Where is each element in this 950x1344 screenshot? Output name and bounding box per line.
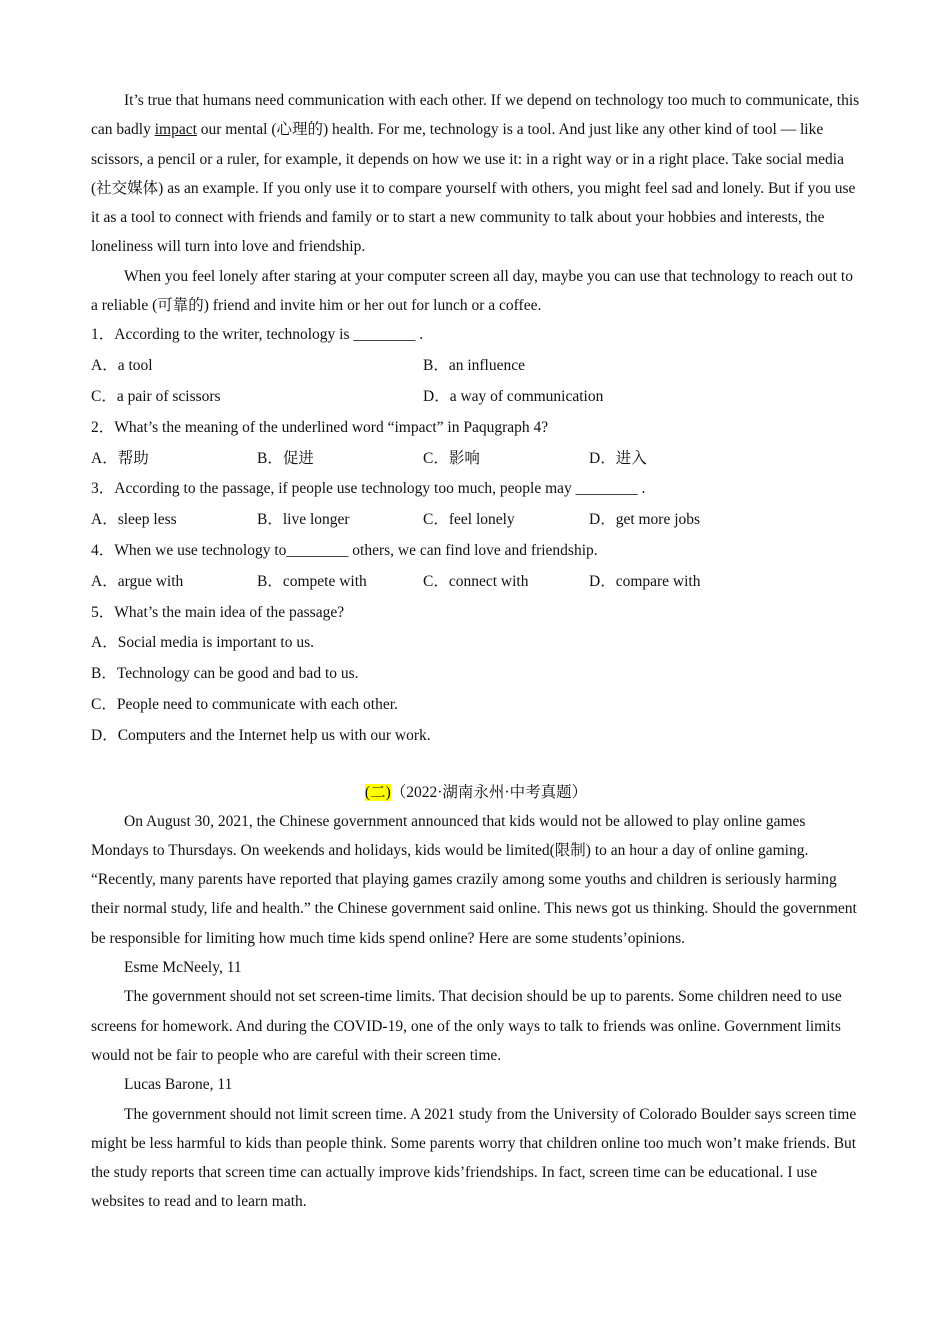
q2-option-d: D．进入 xyxy=(589,449,647,467)
q5-option-b: B．Technology can be good and bad to us. xyxy=(91,665,359,683)
section-2-intro: On August 30, 2021, the Chinese government announced that kids would not be allowed to play online games Mondays to Thursdays. On weekends and holidays, kids would be limited(限制) to an hour a day of online gaming. “Recently, many parents have reported that playing games crazily among some youths and children is seriously harming their normal study, life and health.” the Chinese government said online. This news got us thinking. Should the government be responsible for limiting how much time kids spend online? Here are some students’opinions. xyxy=(91,812,857,947)
question-3-stem: 3．According to the passage, if people use technology too much, people may ________ . xyxy=(91,480,646,498)
q1-option-c: C．a pair of scissors xyxy=(91,387,221,405)
question-1-options-row-1 xyxy=(91,351,861,382)
question-5-stem: 5．What’s the main idea of the passage? xyxy=(91,603,345,621)
question-2-stem: 2．What’s the meaning of the underlined word “impact” in Paqugraph 4? xyxy=(91,418,549,436)
question-2-options xyxy=(91,444,861,475)
passage1-paragraph-2: When you feel lonely after staring at your computer screen all day, maybe you can use that technology to reach out to a reliable (可靠的) friend and invite him or her out for lunch or a coffee. xyxy=(91,267,853,315)
q5-option-d: D．Computers and the Internet help us with our work. xyxy=(91,726,431,744)
q1-option-b: B．an influence xyxy=(423,357,526,375)
q4-option-a: A．argue with xyxy=(91,572,184,590)
q2-option-b: B．促进 xyxy=(257,449,314,467)
passage1-paragraph-1: It’s true that humans need communication with each other. If we depend on technology too much to communicate, this can badly impact our mental (心理的) health. For me, technology is a tool. And just like any other kind of tool — like scissors, a pencil or a ruler, for example, it depends on how we use it: in a right way or in a right place. Take social media (社交媒体) as an example. If you only use it to compare yourself with others, you might feel sad and lonely. But if you use it as a tool to connect with friends and family or to start a new community to talk about your hobbies and interests, the loneliness will turn into love and friendship. xyxy=(91,92,860,256)
section-2-marker: (二) xyxy=(364,783,391,801)
question-4-options xyxy=(91,567,861,598)
q3-option-a: A．sleep less xyxy=(91,511,177,529)
document-page xyxy=(91,86,861,1217)
question-4-stem: 4．When we use technology to________ others, we can find love and friendship. xyxy=(91,541,598,559)
q2-option-a: A．帮助 xyxy=(91,449,149,467)
opinion-2-text: The government should not limit screen time. A 2021 study from the University of Colorado Boulder says screen time might be less harmful to kids than people think. Some parents worry that children online too much won’t make friends. But the study reports that screen time can actually improve kids’friendships. In fact, screen time can be educational. I use websites to read and to learn math. xyxy=(91,1105,857,1211)
q4-option-d: D．compare with xyxy=(589,572,701,590)
q1-option-d: D．a way of communication xyxy=(423,387,604,405)
q4-option-b: B．compete with xyxy=(257,572,367,590)
q5-option-c: C．People need to communicate with each other. xyxy=(91,695,398,713)
section-2-heading xyxy=(91,778,861,807)
section-2-source: （2022·湖南永州·中考真题） xyxy=(390,783,588,801)
q3-option-d: D．get more jobs xyxy=(589,511,701,529)
q4-option-c: C．connect with xyxy=(423,572,529,590)
question-1-options-row-2 xyxy=(91,382,861,413)
underlined-word-impact: impact xyxy=(154,121,197,139)
opinion-1-author: Esme McNeely, 11 xyxy=(124,959,242,977)
q3-option-b: B．live longer xyxy=(257,511,350,529)
q1-option-a: A．a tool xyxy=(91,357,153,375)
q5-option-a: A．Social media is important to us. xyxy=(91,634,315,652)
question-1-stem: 1．According to the writer, technology is ________ . xyxy=(91,326,424,344)
opinion-2-author: Lucas Barone, 11 xyxy=(124,1076,233,1094)
question-3-options xyxy=(91,505,861,536)
q2-option-c: C．影响 xyxy=(423,449,480,467)
opinion-1-text: The government should not set screen-time limits. That decision should be up to parents. Some children need to use screens for homework. And during the COVID-19, one of the only ways to talk to friends was online. Government limits would not be fair to people who are careful with their screen time. xyxy=(91,988,842,1064)
q3-option-c: C．feel lonely xyxy=(423,511,515,529)
